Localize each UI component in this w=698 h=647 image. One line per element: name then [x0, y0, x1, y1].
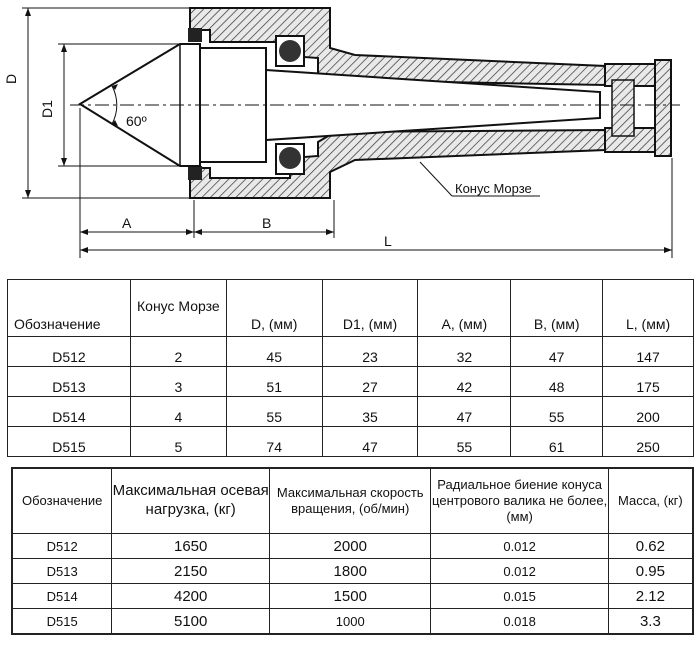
cell: 47 — [511, 337, 603, 367]
cell: 0.018 — [431, 609, 608, 635]
cell: 42 — [418, 367, 511, 397]
cell: 2150 — [112, 559, 270, 584]
table-row — [12, 584, 693, 609]
cell: 5100 — [112, 609, 270, 635]
header-d1: D1, (мм) — [322, 280, 418, 337]
header-max-speed: Максимальная скорость вращения, (об/мин) — [269, 468, 431, 534]
cell: D512 — [8, 337, 131, 367]
cell: D515 — [8, 427, 131, 457]
table-row — [12, 609, 693, 635]
label-b: B — [262, 215, 272, 231]
cell: 35 — [322, 397, 418, 427]
cell: D515 — [12, 609, 112, 635]
header-radial-runout: Радиальное биение конуса центрового валика не более, (мм) — [431, 468, 608, 534]
cell: 1800 — [269, 559, 431, 584]
performance-table — [11, 467, 694, 635]
header-mass: Масса, (кг) — [608, 468, 693, 534]
cell: 3 — [130, 367, 226, 397]
cell: 0.012 — [431, 559, 608, 584]
cell: 55 — [511, 397, 603, 427]
cell: D514 — [12, 584, 112, 609]
table-header-row — [8, 280, 694, 337]
cell: 175 — [603, 367, 694, 397]
cell: D513 — [12, 559, 112, 584]
cell: 1000 — [269, 609, 431, 635]
label-d1: D1 — [39, 100, 55, 118]
cell: 2.12 — [608, 584, 693, 609]
technical-drawing — [0, 0, 698, 262]
header-l: L, (мм) — [603, 280, 694, 337]
cell: 0.015 — [431, 584, 608, 609]
cell: 250 — [603, 427, 694, 457]
header-designation: Обозначение — [12, 468, 112, 534]
header-b: B, (мм) — [511, 280, 603, 337]
header-d: D, (мм) — [226, 280, 322, 337]
header-a: A, (мм) — [418, 280, 511, 337]
cell: 45 — [226, 337, 322, 367]
table-row — [12, 559, 693, 584]
cell: 23 — [322, 337, 418, 367]
cell: 47 — [322, 427, 418, 457]
cell: 0.012 — [431, 534, 608, 559]
table-row — [8, 427, 694, 457]
cell: 0.62 — [608, 534, 693, 559]
cell: 4 — [130, 397, 226, 427]
cell: 4200 — [112, 584, 270, 609]
cell: D512 — [12, 534, 112, 559]
cell: 32 — [418, 337, 511, 367]
label-angle: 60º — [126, 113, 147, 129]
cell: 2000 — [269, 534, 431, 559]
cell: 48 — [511, 367, 603, 397]
cell: 200 — [603, 397, 694, 427]
dimensions-table — [7, 279, 694, 457]
cell: 0.95 — [608, 559, 693, 584]
label-l: L — [384, 233, 392, 249]
cell: 3.3 — [608, 609, 693, 635]
cell: 51 — [226, 367, 322, 397]
table-row — [12, 534, 693, 559]
cell: 147 — [603, 337, 694, 367]
cell: 55 — [226, 397, 322, 427]
cell: 1500 — [269, 584, 431, 609]
cell: D513 — [8, 367, 131, 397]
cell: 74 — [226, 427, 322, 457]
cell: 55 — [418, 427, 511, 457]
cell: 61 — [511, 427, 603, 457]
table-header-row — [12, 468, 693, 534]
table-row — [8, 367, 694, 397]
cell: 2 — [130, 337, 226, 367]
label-a: A — [122, 215, 132, 231]
header-morse-cone: Конус Морзе — [130, 280, 226, 337]
header-designation: Обозначение — [8, 280, 131, 337]
table-row — [8, 397, 694, 427]
header-max-axial-load: Максимальная осевая нагрузка, (кг) — [112, 468, 270, 534]
cell: D514 — [8, 397, 131, 427]
cell: 1650 — [112, 534, 270, 559]
table-row — [8, 337, 694, 367]
label-morse-cone: Конус Морзе — [455, 181, 532, 196]
cell: 47 — [418, 397, 511, 427]
label-d: D — [3, 73, 19, 84]
cell: 27 — [322, 367, 418, 397]
cell: 5 — [130, 427, 226, 457]
